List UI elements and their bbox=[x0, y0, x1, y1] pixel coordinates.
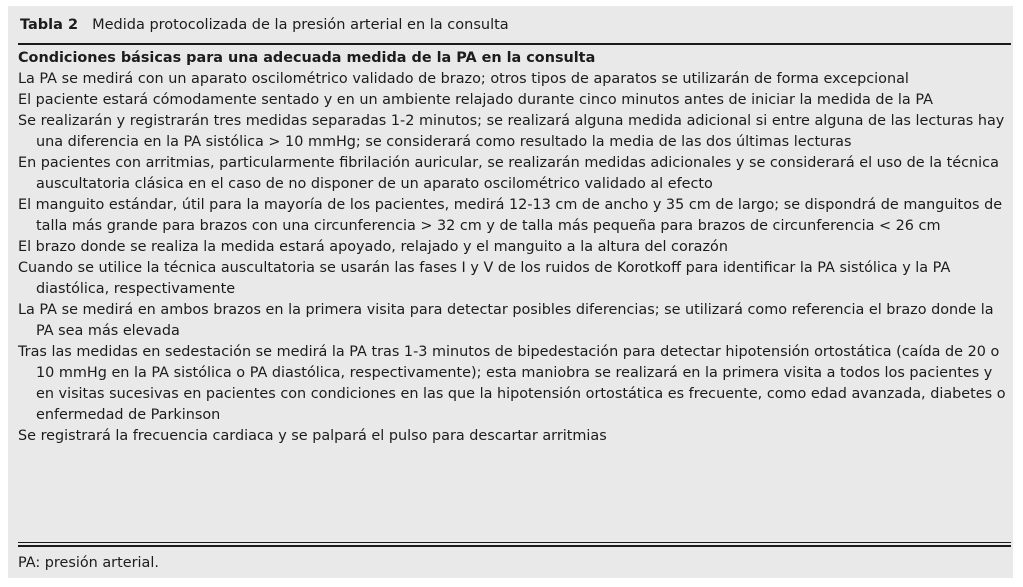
table-container bbox=[8, 6, 1013, 578]
table-title: Medida protocolizada de la presión arterial en la consulta bbox=[92, 17, 509, 33]
table-row: La PA se medirá con un aparato oscilométrico validado de brazo; otros tipos de aparatos se utilizarán de forma excepcional bbox=[18, 71, 909, 87]
table-row: El brazo donde se realiza la medida estará apoyado, relajado y el manguito a la altura del corazón bbox=[18, 239, 728, 255]
table-footnote: PA: presión arterial. bbox=[18, 555, 159, 571]
bottom-rule-thin bbox=[18, 542, 1011, 543]
table-row: El manguito estándar, útil para la mayoría de los pacientes, medirá 12-13 cm de ancho y 35 cm de largo; se dispondrá de manguitos de talla más grande para brazos con una circunferencia > 32 cm y de talla más pequeña para brazos de circunferencia < 26 cm bbox=[18, 197, 1003, 234]
table-row: El paciente estará cómodamente sentado y en un ambiente relajado durante cinco minutos antes de iniciar la medida de la PA bbox=[18, 92, 933, 108]
table-row: Se realizarán y registrarán tres medidas separadas 1-2 minutos; se realizará alguna medida adicional si entre alguna de las lecturas hay una diferencia en la PA sistólica > 10 mmHg; se considerará como resultado la media de las dos últimas lecturas bbox=[18, 113, 1005, 150]
bottom-rule bbox=[18, 545, 1011, 547]
table-row: Tras las medidas en sedestación se medirá la PA tras 1-3 minutos de bipedestación para detectar hipotensión ortostática (caída de 20 o 10 mmHg en la PA sistólica o PA diastólica, respectivamente); esta maniobra se realizará en la primera visita a todos los pacientes y en visitas sucesivas en pacientes con condiciones en las que la hipotensión ortostática es frecuente, como edad avanzada, diabetes o enfermedad de Parkinson bbox=[18, 344, 1006, 423]
table-row: La PA se medirá en ambos brazos en la primera visita para detectar posibles diferencias; se utilizará como referencia el brazo donde la PA sea más elevada bbox=[18, 302, 994, 339]
table-row: En pacientes con arritmias, particularmente fibrilación auricular, se realizarán medidas adicionales y se considerará el uso de la técnica auscultatoria clásica en el caso de no disponer de un aparato oscilométrico validado al efecto bbox=[18, 155, 999, 192]
table-heading: Condiciones básicas para una adecuada medida de la PA en la consulta bbox=[18, 50, 596, 66]
table-body bbox=[18, 48, 1008, 447]
table-row: Cuando se utilice la técnica auscultatoria se usarán las fases I y V de los ruidos de Korotkoff para identificar la PA sistólica y la PA diastólica, respectivamente bbox=[18, 260, 951, 297]
top-rule bbox=[18, 43, 1011, 45]
table-number: Tabla 2 bbox=[20, 17, 79, 33]
table-caption bbox=[20, 12, 509, 38]
table-row: Se registrará la frecuencia cardiaca y se palpará el pulso para descartar arritmias bbox=[18, 428, 607, 444]
